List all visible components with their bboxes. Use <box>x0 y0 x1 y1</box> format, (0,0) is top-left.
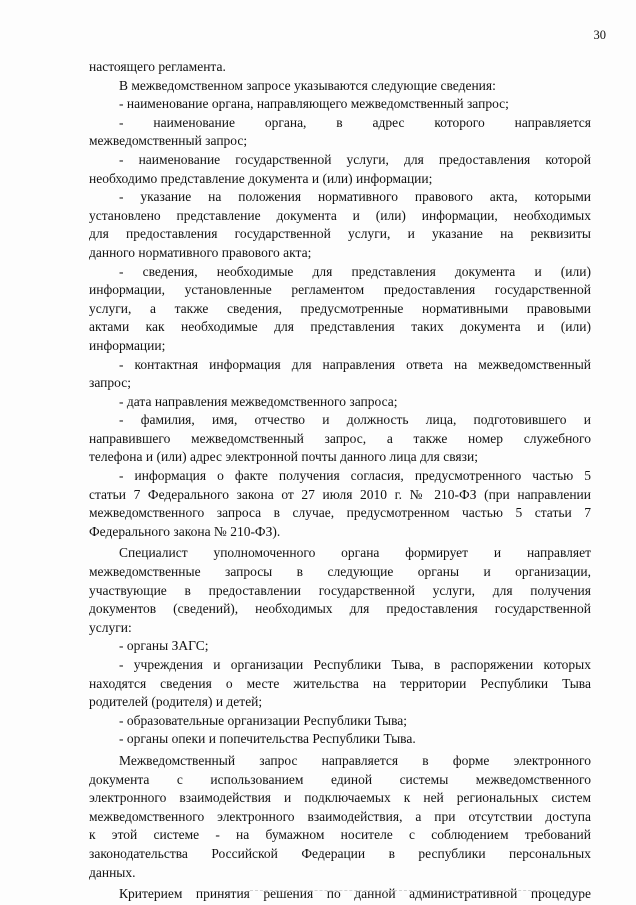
text-line: услуги, а также сведения, предусмотренные нормативными правовыми <box>89 300 591 316</box>
text-line: услуги: <box>89 619 132 635</box>
text-line: телефона и (или) адрес электронной почты данного лица для связи; <box>89 449 478 465</box>
text-line: актами как необходимые для представления таких документа и (или) <box>89 319 591 335</box>
text-line: Критерием принятия решения по данной административной процедуре <box>119 886 591 902</box>
text-line: к этой системе - на бумажном носителе с соблюдением требований <box>89 827 591 843</box>
text-line: - указание на положения нормативного правового акта, которыми <box>119 189 591 205</box>
text-line: - учреждения и организации Республики Тыва, в распоряжении которых <box>119 657 591 672</box>
text-line: статьи 7 Федерального закона от 27 июля 2010 г. № 210-ФЗ (при направлении <box>89 486 591 502</box>
text-line: данного нормативного правового акта; <box>89 244 312 260</box>
text-line: данных. <box>89 864 136 880</box>
text-line: законодательства Российской Федерации в республики персональных <box>89 845 591 861</box>
text-line: находятся сведения о месте жительства на территории Республики Тыва <box>89 675 591 691</box>
text-line: запрос; <box>89 375 131 391</box>
text-line: - информация о факте получения согласия, предусмотренного частью 5 <box>119 468 591 484</box>
text-line: установлено представление документа и (или) информации, необходимых <box>89 207 591 223</box>
text-line: межведомственный запрос; <box>89 133 248 149</box>
text-line: для предоставления государственной услуги, и указание на реквизиты <box>89 226 591 242</box>
text-line: Федерального закона № 210-ФЗ). <box>89 523 281 539</box>
text-line: родителей (родителя) и детей; <box>89 694 263 710</box>
scan-edge-line <box>250 890 546 891</box>
text-line: настоящего регламента. <box>89 59 226 74</box>
text-line: межведомственные запросы в следующие органы и организации, <box>89 564 591 580</box>
text-line: - наименование государственной услуги, для предоставления которой <box>119 151 591 167</box>
text-line: В межведомственном запросе указываются следующие сведения: <box>119 77 496 93</box>
text-line: - контактная информация для направления ответа на межведомственный <box>119 356 591 372</box>
text-line: - дата направления межведомственного запроса; <box>119 393 398 409</box>
text-line: - фамилия, имя, отчество и должность лица, подготовившего и <box>119 412 591 428</box>
text-line: информации, установленные регламентом предоставления государственной <box>89 282 591 298</box>
text-line: - сведения, необходимые для представления документа и (или) <box>119 263 591 279</box>
text-line: - органы опеки и попечительства Республики Тыва. <box>119 731 416 747</box>
text-line: документов (сведений), необходимых для предоставления государственной <box>89 601 591 617</box>
text-line: - наименование органа, направляющего межведомственный запрос; <box>119 96 509 112</box>
text-line: - наименование органа, в адрес которого направляется <box>119 114 591 130</box>
text-line: межведомственного электронного взаимодействия, а при отсутствии доступа <box>89 808 591 824</box>
text-line: информации; <box>89 337 166 353</box>
text-line: документа с использованием единой системы межведомственного <box>89 771 591 787</box>
text-line: Межведомственный запрос направляется в форме электронного <box>119 752 591 768</box>
text-line: участвующие в предоставлении государственной услуги, для получения <box>89 582 591 598</box>
text-line: необходимо представление документа и (или) информации; <box>89 170 433 186</box>
text-line: Специалист уполномоченного органа формирует и направляет <box>119 545 591 561</box>
text-line: межведомственного запроса в случае, предусмотренном частью 5 статьи 7 <box>89 505 591 521</box>
page-number: 30 <box>593 28 606 42</box>
document-body <box>89 58 591 904</box>
text-line: направившего межведомственный запрос, а также номер служебного <box>89 430 591 446</box>
text-line: - образовательные организации Республики Тыва; <box>119 712 408 728</box>
text-line: электронного взаимодействия и подключаемых к ней региональных систем <box>89 790 591 806</box>
text-line: - органы ЗАГС; <box>119 638 209 654</box>
